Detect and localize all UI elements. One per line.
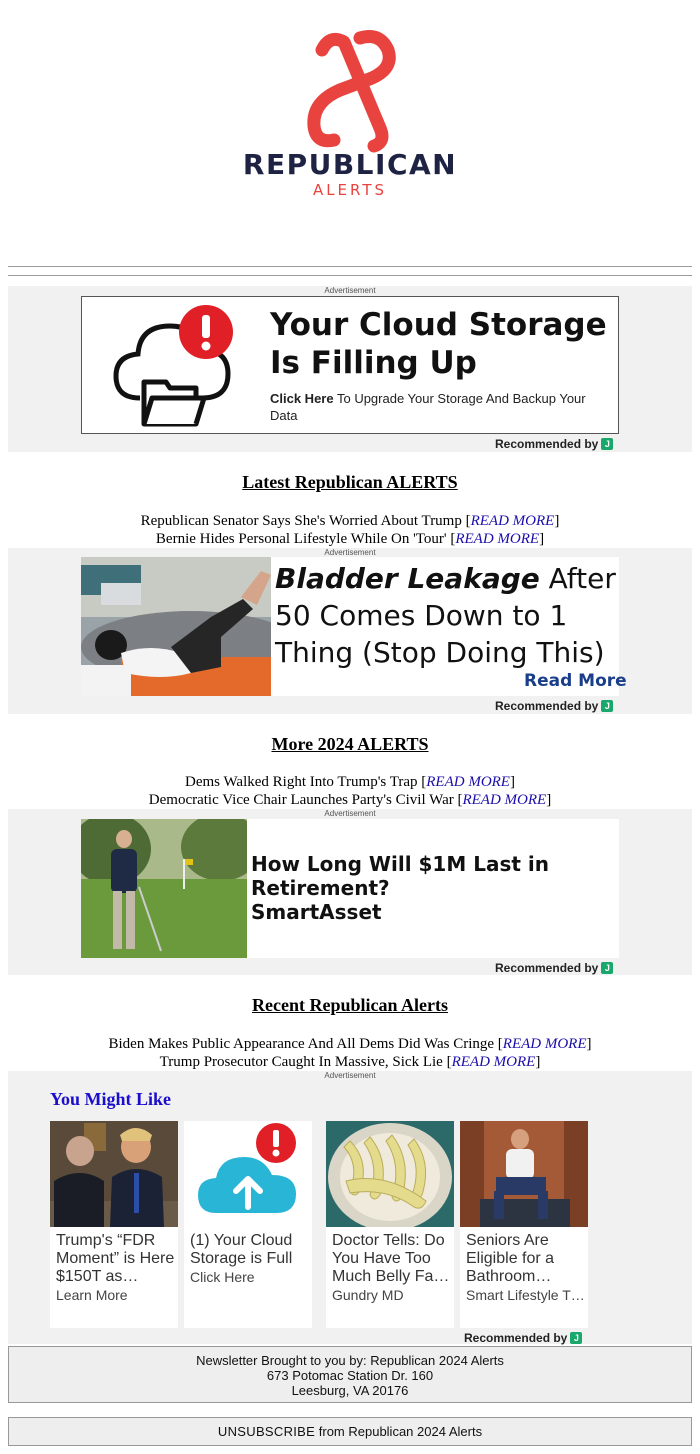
bathroom-photo-icon bbox=[460, 1121, 588, 1227]
card-brand: Learn More bbox=[56, 1287, 128, 1303]
recommended-by[interactable] bbox=[495, 699, 613, 713]
footer-sponsor: Newsletter Brought to you by: Republican 2024 Alerts bbox=[196, 1353, 504, 1368]
jeeng-logo-icon: J bbox=[570, 1332, 582, 1344]
jeeng-logo-icon: J bbox=[601, 438, 613, 450]
read-more-button[interactable]: Read More bbox=[524, 671, 627, 691]
news-item[interactable]: Bernie Hides Personal Lifestyle While On 'Tour' [READ MORE] bbox=[155, 531, 545, 547]
read-more-link[interactable]: READ MORE bbox=[470, 513, 555, 529]
card-title[interactable]: Trump's “FDR Moment” is Here $150T as… bbox=[56, 1232, 175, 1285]
card-image[interactable] bbox=[326, 1121, 454, 1227]
ad-image[interactable] bbox=[81, 557, 271, 696]
ad-label: Advertisement bbox=[324, 1071, 376, 1080]
brand-subtitle: ALERTS bbox=[312, 181, 388, 199]
ad-body[interactable] bbox=[270, 390, 600, 424]
news-item[interactable]: Dems Walked Right Into Trump's Trap [READ MORE] bbox=[185, 774, 515, 790]
news-item[interactable]: Democratic Vice Chair Launches Party's Civil War [READ MORE] bbox=[148, 792, 552, 808]
unsubscribe-link[interactable]: UNSUBSCRIBE bbox=[217, 1424, 316, 1439]
cloud-warning-icon bbox=[110, 304, 240, 430]
news-item-title[interactable]: Republican Senator Says She's Worried About Trump bbox=[140, 513, 462, 529]
recommended-by[interactable] bbox=[495, 961, 613, 975]
ad-image[interactable] bbox=[81, 819, 247, 958]
newsletter-footer bbox=[8, 1346, 692, 1403]
unsubscribe-text: from Republican 2024 Alerts bbox=[315, 1424, 483, 1439]
news-item[interactable]: Biden Makes Public Appearance And All Dems Did Was Cringe [READ MORE] bbox=[108, 1036, 592, 1052]
recommended-by-label: Recommended by bbox=[495, 961, 599, 975]
unsubscribe-box[interactable] bbox=[8, 1417, 692, 1446]
divider bbox=[8, 275, 692, 276]
recommendation-card[interactable] bbox=[326, 1121, 454, 1328]
exercise-photo-icon bbox=[81, 557, 271, 696]
news-item-title[interactable]: Democratic Vice Chair Launches Party's Civil War bbox=[148, 792, 454, 808]
recommended-by-label: Recommended by bbox=[495, 699, 599, 713]
ad-advertiser: SmartAsset bbox=[251, 900, 382, 924]
section-heading-recent: Recent Republican Alerts bbox=[252, 995, 448, 1015]
recommended-by-label: Recommended by bbox=[464, 1331, 568, 1345]
republican-alerts-logo-icon bbox=[300, 28, 400, 153]
bananas-photo-icon bbox=[326, 1121, 454, 1227]
news-item[interactable]: Trump Prosecutor Caught In Massive, Sick Lie [READ MORE] bbox=[159, 1054, 541, 1070]
divider bbox=[8, 266, 692, 267]
card-image[interactable] bbox=[50, 1121, 178, 1227]
ad-headline-emphasis: Bladder Leakage bbox=[275, 562, 540, 595]
you-might-like-title: You Might Like bbox=[50, 1089, 172, 1109]
card-title[interactable]: Seniors Are Eligible for a Bathroom… bbox=[466, 1232, 555, 1285]
news-item-title[interactable]: Biden Makes Public Appearance And All Dems Did Was Cringe bbox=[108, 1036, 495, 1052]
news-item-title[interactable]: Bernie Hides Personal Lifestyle While On 'Tour' bbox=[155, 531, 447, 547]
card-brand: Smart Lifestyle T… bbox=[466, 1287, 585, 1303]
section-heading-latest: Latest Republican ALERTS bbox=[242, 472, 458, 492]
brand-title: REPUBLICAN bbox=[242, 148, 458, 181]
jeeng-logo-icon: J bbox=[601, 962, 613, 974]
footer-address: 673 Potomac Station Dr. 160 bbox=[266, 1368, 434, 1383]
ad-headline[interactable]: Your Cloud Storage Is Filling Up bbox=[270, 307, 607, 381]
read-more-link[interactable]: READ MORE bbox=[426, 774, 510, 790]
recommended-by-label: Recommended by bbox=[495, 437, 599, 451]
news-item-title[interactable]: Trump Prosecutor Caught In Massive, Sick Lie bbox=[159, 1054, 443, 1070]
jeeng-logo-icon: J bbox=[601, 700, 613, 712]
read-more-link[interactable]: READ MORE bbox=[502, 1036, 587, 1052]
ad-cta-text: To Upgrade Your Storage And Backup Your Data bbox=[270, 391, 586, 423]
read-more-link[interactable]: READ MORE bbox=[462, 792, 547, 808]
card-image[interactable] bbox=[184, 1121, 312, 1227]
read-more-link[interactable]: READ MORE bbox=[451, 1054, 536, 1070]
card-title[interactable]: Doctor Tells: Do You Have Too Much Belly Fa… bbox=[332, 1232, 450, 1285]
footer-city: Leesburg, VA 20176 bbox=[291, 1383, 409, 1398]
ad-headline[interactable] bbox=[251, 852, 611, 924]
recommendation-card[interactable] bbox=[50, 1121, 178, 1328]
read-more-link[interactable]: READ MORE bbox=[455, 531, 540, 547]
ad-label: Advertisement bbox=[324, 809, 376, 818]
recommendation-card[interactable] bbox=[460, 1121, 588, 1328]
ad-headline[interactable] bbox=[275, 560, 619, 671]
header-logo bbox=[0, 0, 700, 250]
card-brand: Click Here bbox=[190, 1269, 255, 1285]
recommended-by[interactable] bbox=[464, 1331, 582, 1345]
ad-headline-text[interactable]: How Long Will $1M Last in Retirement? bbox=[251, 852, 549, 900]
ad-label: Advertisement bbox=[324, 548, 376, 557]
card-brand: Gundry MD bbox=[332, 1287, 404, 1303]
golfer-photo-icon bbox=[81, 819, 247, 958]
recommendation-card[interactable] bbox=[184, 1121, 312, 1328]
cloud-upload-icon bbox=[184, 1121, 312, 1227]
news-item[interactable]: Republican Senator Says She's Worried About Trump [READ MORE] bbox=[140, 513, 560, 529]
news-item-title[interactable]: Dems Walked Right Into Trump's Trap bbox=[185, 774, 418, 790]
ad-cta[interactable]: Click Here bbox=[270, 391, 334, 406]
recommended-by[interactable] bbox=[495, 437, 613, 451]
ad-label: Advertisement bbox=[324, 286, 376, 295]
card-title[interactable]: (1) Your Cloud Storage is Full bbox=[190, 1232, 293, 1267]
ad-headline-rest: After 50 Comes Down to 1 Thing (Stop Doing This) bbox=[275, 562, 616, 669]
card-image[interactable] bbox=[460, 1121, 588, 1227]
politicians-photo-icon bbox=[50, 1121, 178, 1227]
section-heading-more: More 2024 ALERTS bbox=[271, 734, 429, 754]
